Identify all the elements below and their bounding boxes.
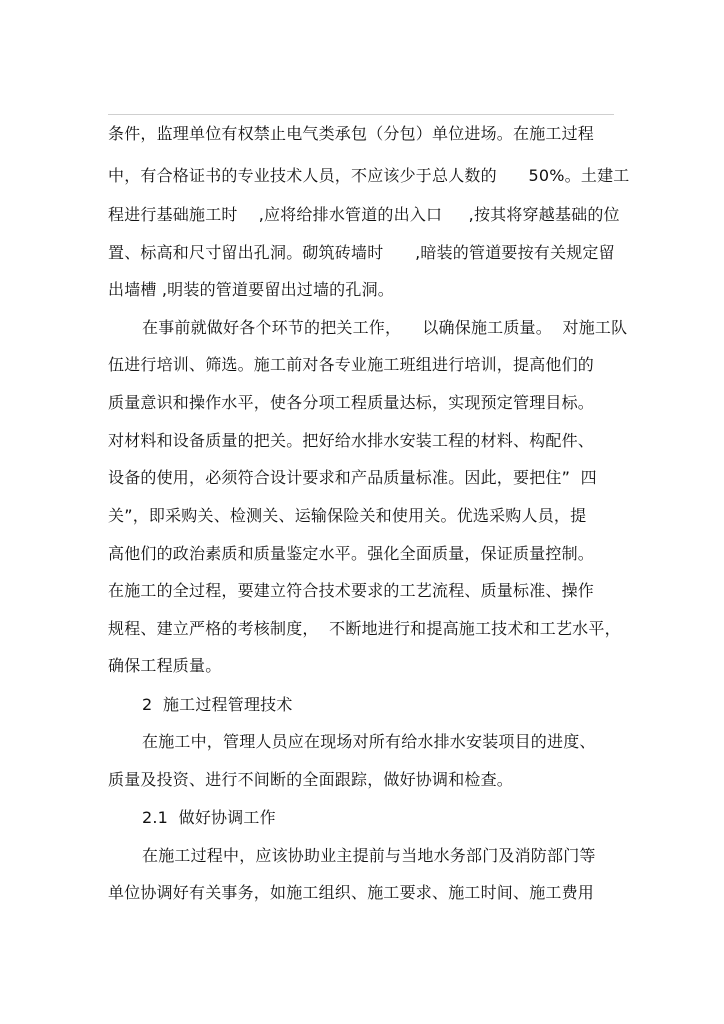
text-line: 确保工程质量。 — [108, 656, 222, 675]
text-line: 程进行基础施工时 ,应将给排水管道的出入口 ,按其将穿越基础的位 — [108, 205, 620, 224]
paragraph-first-line: 在事前就做好各个环节的把关工作， 以确保施工质量。 对施工队 — [142, 318, 628, 337]
paragraph-first-line: 在施工中，管理人员应在现场对所有给水排水安装项目的进度、 — [142, 732, 596, 751]
text-line: 对材料和设备质量的把关。把好给水排水安装工程的材料、构配件、 — [108, 431, 595, 450]
text-line: 质量意识和操作水平，使各分项工程质量达标，实现预定管理目标。 — [108, 393, 595, 412]
text-line: 规程、建立严格的考核制度， 不断地进行和提高施工技术和工艺水平， — [108, 619, 621, 638]
text-line: 在施工的全过程，要建立符合技术要求的工艺流程、质量标准、操作 — [108, 581, 595, 600]
paragraph-first-line: 在施工过程中，应该协助业主提前与当地水务部门及消防部门等 — [142, 846, 596, 865]
text-line: 条件，监理单位有权禁止电气类承包（分包）单位进场。在施工过程 — [108, 124, 595, 143]
subsection-heading: 2.1 做好协调工作 — [142, 808, 276, 827]
header-rule — [108, 114, 614, 115]
text-line: 伍进行培训、筛选。施工前对各专业施工班组进行培训，提高他们的 — [108, 355, 595, 374]
text-line: 设备的使用，必须符合设计要求和产品质量标准。因此，要把住” 四 — [108, 468, 597, 487]
section-heading: 2 施工过程管理技术 — [142, 695, 293, 714]
text-line: 置、标高和尺寸留出孔洞。砌筑砖墙时 ,暗装的管道要按有关规定留 — [108, 243, 615, 262]
text-line: 中，有合格证书的专业技术人员，不应该少于总人数的 50%。土建工 — [108, 166, 630, 185]
text-line: 单位协调好有关事务，如施工组织、施工要求、施工时间、施工费用 — [108, 883, 595, 902]
text-line: 质量及投资、进行不间断的全面跟踪，做好协调和检查。 — [108, 770, 514, 789]
text-line: 出墙槽 ,明装的管道要留出过墙的孔洞。 — [108, 280, 394, 299]
text-line: 高他们的政治素质和质量鉴定水平。强化全面质量，保证质量控制。 — [108, 544, 595, 563]
text-line: 关”，即采购关、检测关、运输保险关和使用关。优选采购人员，提 — [108, 506, 587, 525]
